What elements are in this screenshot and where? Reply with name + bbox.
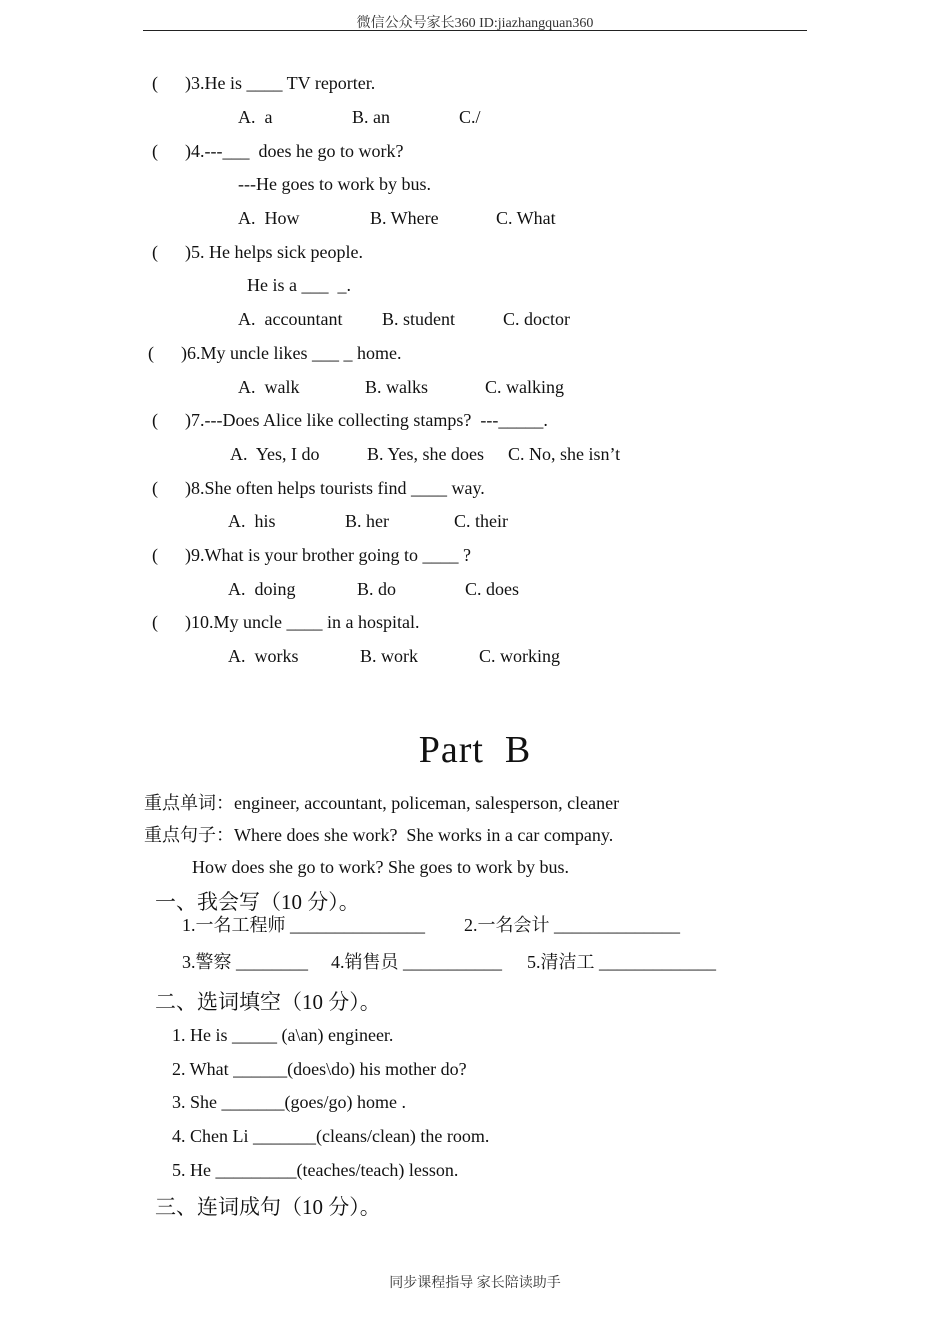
question-8-option-b: B. her [345, 511, 389, 531]
question-3-option-c: C./ [459, 107, 481, 127]
section-3-heading: 三、连词成句（10 分）。 [155, 1195, 381, 1219]
question-6-option-a: A. walk [238, 377, 300, 397]
question-3-option-b: B. an [352, 107, 390, 127]
question-9-option-a: A. doing [228, 579, 296, 599]
question-5-option-a: A. accountant [238, 309, 343, 329]
section-1-item-5: 5.清洁工 _____________ [527, 952, 716, 972]
question-7-option-a: A. Yes, I do [230, 444, 320, 464]
key-words: 重点单词：engineer, accountant, policeman, salesperson, cleaner [144, 793, 620, 813]
question-4-stem: ( )4.---___ does he go to work? [152, 141, 404, 161]
question-10-option-b: B. work [360, 646, 418, 666]
section-1-heading: 一、我会写（10 分）。 [155, 890, 360, 914]
question-10-option-c: C. working [479, 646, 560, 666]
question-5-answer-line: He is a ___ _. [247, 275, 351, 295]
question-4-option-a: A. How [238, 208, 300, 228]
question-8-option-c: C. their [454, 511, 508, 531]
header-rule [143, 30, 807, 31]
question-10-option-a: A. works [228, 646, 299, 666]
section-2-item-3: 3. She _______(goes/go) home . [172, 1092, 406, 1112]
section-1-item-2: 2.一名会计 ______________ [464, 915, 680, 935]
part-b-title: Part B [418, 729, 532, 771]
question-9-stem: ( )9.What is your brother going to ____ ? [152, 545, 471, 565]
section-2-item-4: 4. Chen Li _______(cleans/clean) the room. [172, 1126, 490, 1146]
section-2-item-2: 2. What ______(does\do) his mother do? [172, 1059, 467, 1079]
page-footer: 同步课程指导 家长陪读助手 [389, 1276, 561, 1291]
question-7-stem: ( )7.---Does Alice like collecting stamps? ---_____. [152, 410, 548, 430]
question-5-stem: ( )5. He helps sick people. [152, 242, 363, 262]
question-5-option-c: C. doctor [503, 309, 570, 329]
question-5-option-b: B. student [382, 309, 456, 329]
key-sentences: 重点句子：Where does she work? She works in a car company. [144, 825, 614, 845]
section-2-item-1: 1. He is _____ (a\an) engineer. [172, 1025, 394, 1045]
question-4-option-c: C. What [496, 208, 556, 228]
question-7-option-b: B. Yes, she does [367, 444, 485, 464]
question-3-option-a: A. a [238, 107, 273, 127]
question-6-option-b: B. walks [365, 377, 428, 397]
question-4-option-b: B. Where [370, 208, 439, 228]
question-9-option-b: B. do [357, 579, 397, 599]
section-1-item-1: 1.一名工程师 _______________ [182, 915, 425, 935]
question-7-option-c: C. No, she isn’t [508, 444, 621, 464]
question-4-answer-line: ---He goes to work by bus. [238, 174, 431, 194]
question-9-option-c: C. does [465, 579, 519, 599]
key-sentences-2: How does she go to work? She goes to work by bus. [192, 857, 569, 877]
section-2-heading: 二、选词填空（10 分）。 [155, 990, 381, 1014]
question-10-stem: ( )10.My uncle ____ in a hospital. [152, 612, 420, 632]
section-1-item-4: 4.销售员 ___________ [331, 952, 502, 972]
question-6-stem: ( )6.My uncle likes ___ _ home. [148, 343, 402, 363]
question-6-option-c: C. walking [485, 377, 564, 397]
page-header: 微信公众号家长360 ID:jiazhangquan360 [356, 16, 594, 31]
section-1-item-3: 3.警察 ________ [182, 952, 308, 972]
question-8-option-a: A. his [228, 511, 276, 531]
section-2-item-5: 5. He _________(teaches/teach) lesson. [172, 1160, 459, 1180]
question-8-stem: ( )8.She often helps tourists find ____ way. [152, 478, 485, 498]
question-3-stem: ( )3.He is ____ TV reporter. [152, 73, 376, 93]
